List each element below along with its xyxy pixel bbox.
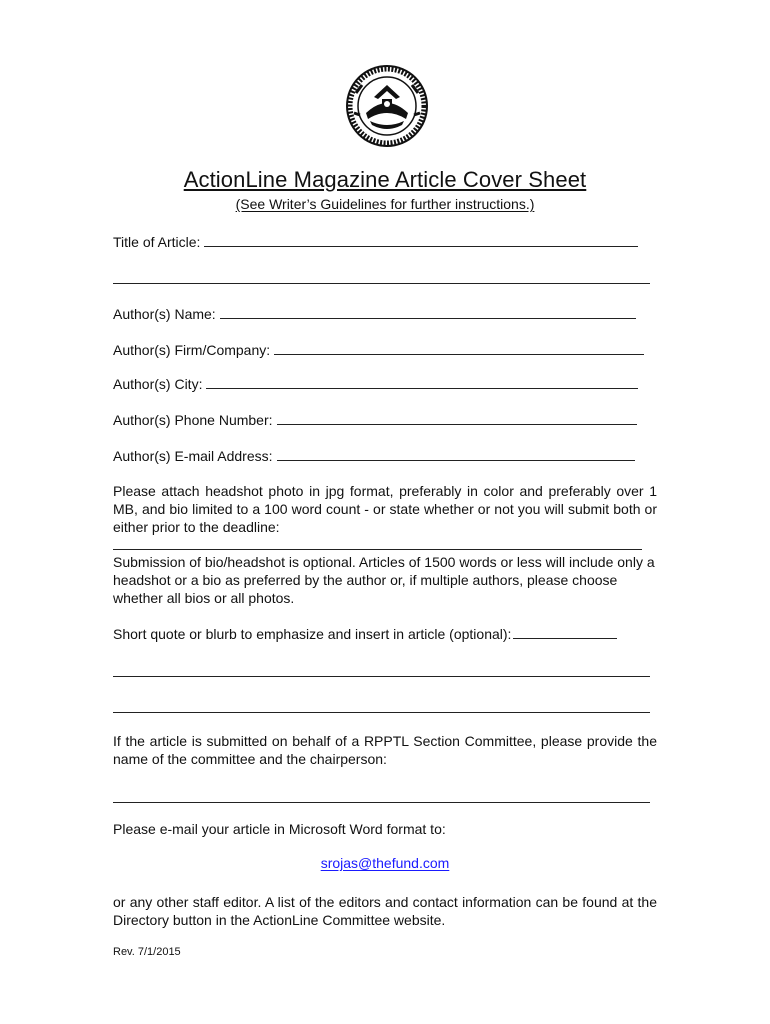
title-of-article-field[interactable] (204, 232, 638, 247)
revision-date: Rev. 7/1/2015 (113, 946, 181, 958)
author-name-row (113, 304, 636, 322)
committee-prompt: If the article is submitted on behalf of a RPPTL Section Committee, please provide the name of the committee and the chairperson: (113, 733, 657, 767)
author-city-field[interactable] (206, 374, 638, 389)
author-phone-field[interactable] (277, 410, 637, 425)
quote-continuation-field-2[interactable] (113, 712, 650, 713)
quote-field[interactable] (513, 624, 617, 639)
author-firm-label: Author(s) Firm/Company: (113, 342, 271, 358)
author-phone-label: Author(s) Phone Number: (113, 412, 273, 428)
quote-prompt-label: Short quote or blurb to emphasize and insert in article (optional): (113, 626, 512, 642)
author-city-row (113, 374, 638, 392)
organization-seal-icon (344, 63, 430, 149)
author-email-field[interactable] (277, 446, 635, 461)
author-email-label: Author(s) E-mail Address: (113, 448, 273, 464)
author-name-field[interactable] (220, 304, 636, 319)
author-city-label: Author(s) City: (113, 376, 203, 392)
title-of-article-continuation-field[interactable] (113, 283, 650, 284)
email-instructions: Please e-mail your article in Microsoft Word format to: (113, 821, 446, 837)
committee-field[interactable] (113, 802, 650, 803)
title-of-article-label: Title of Article: (113, 234, 201, 250)
headshot-response-field[interactable] (113, 549, 642, 550)
headshot-instructions: Please attach headshot photo in jpg format, preferably in color and preferably over 1 MB, and bio limited to a 100 word count - or state whether or not you will submit both or either prior to the deadline: (113, 483, 657, 535)
author-email-row (113, 446, 635, 464)
submission-email-link[interactable]: srojas@thefund.com (320, 855, 450, 871)
submission-note: Submission of bio/headshot is optional. Articles of 1500 words or less will include only a headshot or a bio as preferred by the author or, if multiple authors, please choose whether all bios or all photos. (113, 554, 655, 606)
editors-note: or any other staff editor. A list of the editors and contact information can be found at the Directory button in the ActionLine Committee website. (113, 894, 657, 928)
author-firm-row (113, 340, 644, 358)
author-phone-row (113, 410, 637, 428)
page-subtitle: (See Writer’s Guidelines for further instructions.) (235, 196, 535, 212)
author-name-label: Author(s) Name: (113, 306, 216, 322)
quote-continuation-field-1[interactable] (113, 676, 650, 677)
author-firm-field[interactable] (274, 340, 644, 355)
quote-row (113, 624, 617, 642)
title-of-article-row (113, 232, 638, 250)
page-title: ActionLine Magazine Article Cover Sheet (183, 167, 587, 192)
